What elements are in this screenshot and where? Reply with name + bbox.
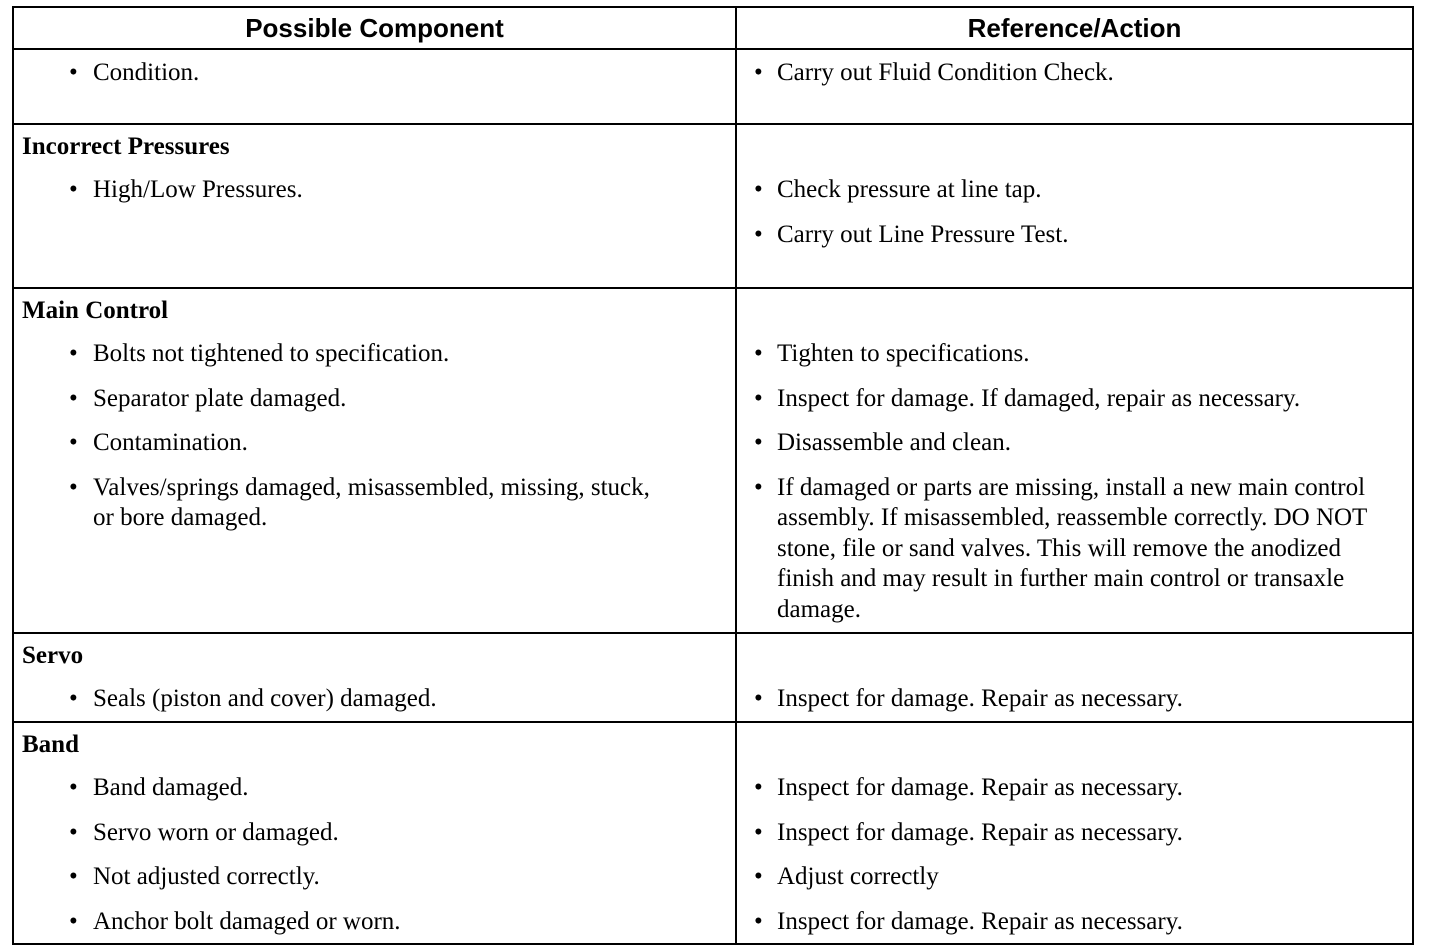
header-possible-component: Possible Component [13,7,736,49]
action-item: • Inspect for damage. If damaged, repair as necessary. [746,384,1394,415]
action-item: • Inspect for damage. Repair as necessary. [746,818,1394,849]
table-row-condition [13,49,1413,124]
bullet-icon: • [754,220,763,248]
component-item: • Servo worn or damaged. [22,818,727,849]
bullet-icon: • [754,818,763,846]
action-cell [736,722,1413,944]
section-title: Band [22,731,79,758]
table-row-incorrect-pressures [13,124,1413,288]
bullet-icon: • [754,429,763,456]
table-row-band [13,722,1413,944]
component-item: • Valves/springs damaged, misassembled, missing, stuck, or bore damaged. [69,473,650,531]
diagnosis-table [12,6,1414,945]
action-item: • Carry out Fluid Condition Check. [746,58,1394,89]
bullet-icon: • [69,473,78,501]
bullet-icon: • [754,59,763,86]
bullet-icon: • [69,685,78,712]
component-item: • Contamination. [22,428,727,459]
action-item: • Inspect for damage. Repair as necessary. [746,684,1394,715]
section-title: Main Control [22,297,169,324]
action-item: • Inspect for damage. Repair as necessary. [746,907,1394,938]
component-cell [13,49,736,124]
section-title: Servo [22,642,84,669]
bullet-icon: • [754,473,763,501]
action-item: • Check pressure at line tap. [746,175,1394,206]
action-cell [736,633,1413,722]
section-title: Incorrect Pressures [22,133,230,160]
component-item: • High/Low Pressures. [22,175,727,206]
bullet-icon: • [754,685,763,712]
bullet-icon: • [69,907,78,935]
action-item: • Adjust correctly [746,862,1394,893]
header-reference-action: Reference/Action [736,7,1413,49]
action-cell [736,49,1413,124]
bullet-icon: • [754,863,763,890]
table-row-servo [13,633,1413,722]
action-item: • Disassemble and clean. [746,428,1394,459]
component-item: • Bolts not tightened to specification. [22,339,727,370]
component-item: • Condition. [22,58,727,89]
component-item: • Separator plate damaged. [22,384,727,415]
bullet-icon: • [69,774,78,801]
action-item: • Tighten to specifications. [746,339,1394,370]
component-cell [13,288,736,633]
header-row [13,7,1413,49]
table-row-main-control [13,288,1413,633]
component-cell [13,633,736,722]
component-item: • Band damaged. [22,773,727,804]
component-item: • Seals (piston and cover) damaged. [22,684,727,715]
bullet-icon: • [69,429,78,456]
action-item: • If damaged or parts are missing, install a new main control assembly. If misassembled, reassemble correctly. DO NOT stone, file or sand valves. This will remove the anodized finish and may result in further main control or transaxle damage. [754,473,1367,623]
action-cell [736,288,1413,633]
bullet-icon: • [69,818,78,846]
action-item: • Inspect for damage. Repair as necessary. [746,773,1394,804]
bullet-icon: • [754,774,763,801]
bullet-icon: • [69,863,78,890]
action-cell [736,124,1413,288]
component-item: • Not adjusted correctly. [22,862,727,893]
bullet-icon: • [69,59,78,86]
bullet-icon: • [69,384,78,412]
bullet-icon: • [69,176,78,203]
bullet-icon: • [754,176,763,203]
bullet-icon: • [754,907,763,935]
action-item: • Carry out Line Pressure Test. [746,220,1394,251]
bullet-icon: • [754,384,763,412]
component-item: • Anchor bolt damaged or worn. [22,907,727,938]
bullet-icon: • [754,340,763,367]
component-cell [13,722,736,944]
bullet-icon: • [69,340,78,367]
component-cell [13,124,736,288]
